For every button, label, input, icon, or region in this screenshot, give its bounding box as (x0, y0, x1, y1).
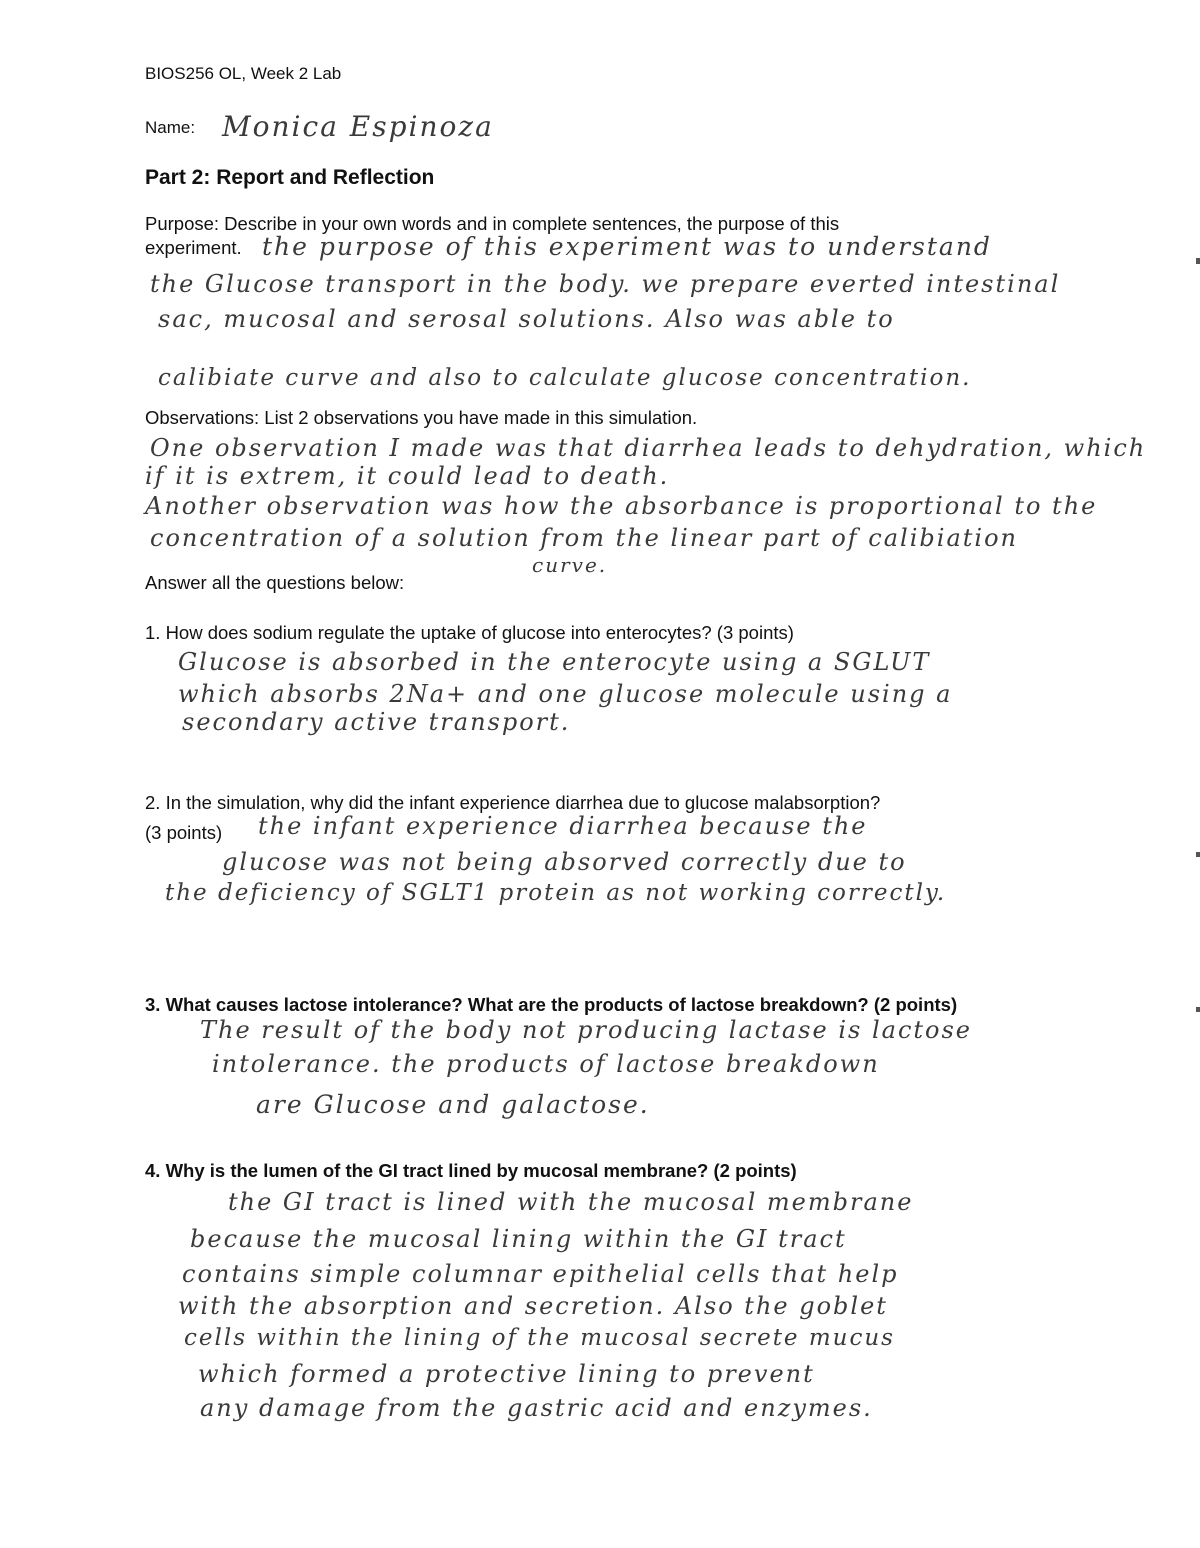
question-4-answer-line: because the mucosal lining within the GI tract (190, 1225, 847, 1253)
question-4-prompt: 4. Why is the lumen of the GI tract lined by mucosal membrane? (2 points) (145, 1160, 797, 1181)
observations-answer-line: if it is extrem, it could lead to death. (145, 462, 670, 490)
question-2-answer-line: glucose was not being absorved correctly due to (222, 848, 907, 876)
question-3-answer-line: are Glucose and galactose. (256, 1090, 650, 1119)
question-2-answer-line: the infant experience diarrhea because the (258, 812, 868, 840)
question-4-answer-line: cells within the lining of the mucosal secrete mucus (184, 1325, 895, 1351)
question-4-answer-line: the GI tract is lined with the mucosal membrane (228, 1188, 914, 1216)
purpose-answer-line: sac, mucosal and serosal solutions. Also was able to (158, 305, 895, 333)
question-2-answer-line: the deficiency of SGLT1 protein as not working correctly. (165, 880, 947, 906)
name-label: Name: (145, 118, 196, 137)
scan-edge-mark (1196, 1007, 1200, 1012)
purpose-answer-line: the Glucose transport in the body. we prepare everted intestinal (150, 270, 1061, 298)
section-title: Part 2: Report and Reflection (145, 166, 435, 189)
purpose-answer-line: calibiate curve and also to calculate glucose concentration. (158, 365, 972, 391)
observations-answer-line: curve. (532, 553, 608, 577)
purpose-prompt: Purpose: Describe in your own words and in complete sentences, the purpose of this (145, 213, 840, 234)
observations-answer-line: Another observation was how the absorbance is proportional to the (145, 492, 1098, 520)
question-3-answer-line: The result of the body not producing lactase is lactose (200, 1016, 972, 1044)
question-1-answer-line: which absorbs 2Na+ and one glucose molecule using a (178, 680, 953, 708)
observations-answer-line: One observation I made was that diarrhea leads to dehydration, which (150, 434, 1147, 462)
questions-intro: Answer all the questions below: (145, 572, 405, 593)
course-title: BIOS256 OL, Week 2 Lab (145, 64, 342, 83)
question-4-answer-line: which formed a protective lining to prevent (198, 1360, 815, 1388)
question-2-prompt: 2. In the simulation, why did the infant experience diarrhea due to glucose malabsorption? (145, 792, 881, 813)
scan-edge-mark (1196, 258, 1200, 264)
question-4-answer-line: with the absorption and secretion. Also the goblet (178, 1292, 888, 1320)
observations-answer-line: concentration of a solution from the linear part of calibiation (150, 524, 1018, 552)
question-1-answer-line: secondary active transport. (182, 708, 571, 736)
question-4-answer-line: contains simple columnar epithelial cells that help (182, 1260, 899, 1288)
question-3-answer-line: intolerance. the products of lactose breakdown (212, 1050, 880, 1078)
student-name: Monica Espinoza (222, 110, 494, 143)
observations-prompt: Observations: List 2 observations you have made in this simulation. (145, 407, 698, 428)
question-1-prompt: 1. How does sodium regulate the uptake of glucose into enterocytes? (3 points) (145, 622, 794, 643)
purpose-prompt-cont: experiment. (145, 237, 242, 258)
question-1-answer-line: Glucose is absorbed in the enterocyte using a SGLUT (178, 648, 931, 676)
question-4-answer-line: any damage from the gastric acid and enzymes. (200, 1394, 873, 1422)
question-2-prompt-cont: (3 points) (145, 822, 223, 843)
question-3-prompt: 3. What causes lactose intolerance? What are the products of lactose breakdown? (2 points) (145, 994, 958, 1015)
scan-edge-mark (1196, 852, 1200, 857)
purpose-answer-line: the purpose of this experiment was to understand (262, 232, 992, 261)
